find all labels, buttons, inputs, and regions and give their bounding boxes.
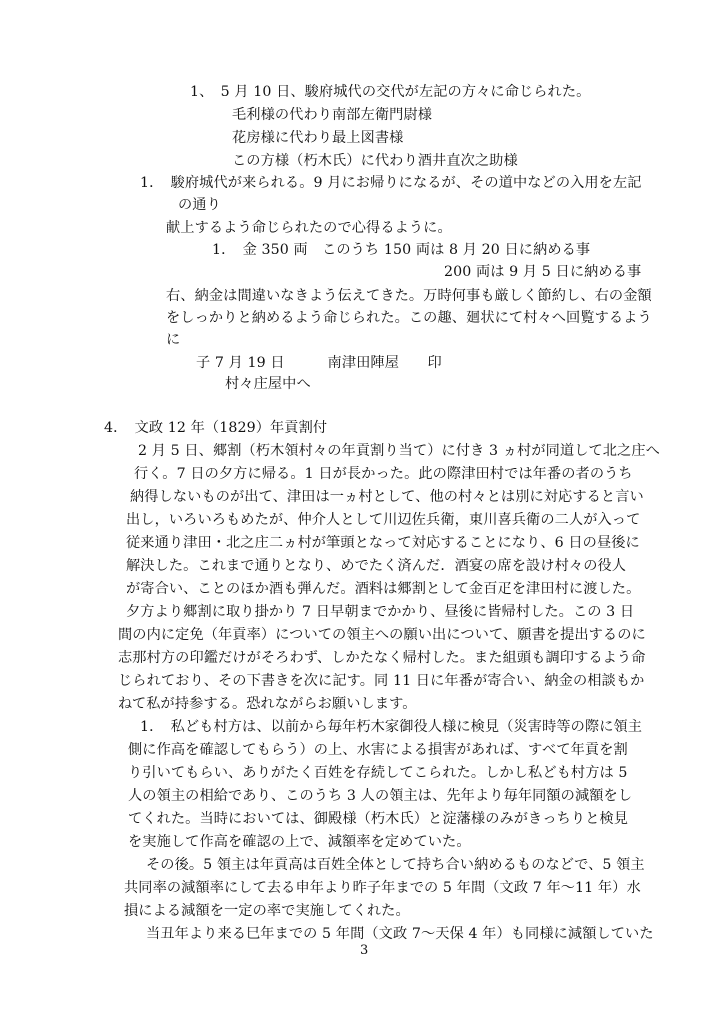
text-line: 従来通り津田・北之庄二ヵ村が筆頭となって対応することになり、6 日の昼後に: [126, 535, 640, 551]
text-line: 間の内に定免（年貢率）についての領主への願い出について、願書を提出するのに: [118, 627, 646, 643]
section-heading: 4． 文政 12 年（1829）年貢割付: [104, 420, 328, 436]
text-line: 夕方より郷割に取り掛かり 7 日早朝までかかり、昼後に皆帰村した。この 3 日: [126, 604, 635, 620]
text-line: その後。5 領主は年貢高は百姓全体として持ち合い納めるものなどで、5 領主: [146, 857, 645, 873]
text-line: 花房様に代わり最上図書様: [232, 130, 404, 146]
text-line: 右、納金は間違いなきよう伝えてきた。万時何事も厳しく節約し、右の金額: [166, 288, 652, 304]
text-line: 人の領主の相給であり、このうち 3 人の領主は、先年より毎年同額の減額をし: [128, 788, 633, 804]
text-line: を実施して作高を確認の上で、減額率を定めていた。: [128, 834, 471, 850]
text-line: 200 両は 9 月 5 日に納める事: [444, 264, 642, 280]
text-line: 行く。7 日の夕方に帰る。1 日が長かった。此の際津田村では年番の者のうち: [134, 466, 633, 482]
text-line: てくれた。当時においては、御殿様（朽木氏）と淀藩様のみがきっちりと検見: [128, 811, 629, 827]
text-line: 当丑年より来る巳年までの 5 年間（文政 7～天保 4 年）も同様に減額していた: [146, 926, 654, 942]
text-line: じられており、その下書きを次に記す。同 11 日に年番が寄合い、納金の相談もか: [118, 673, 645, 689]
text-line: 献上するよう命じられたので心得るように。: [166, 220, 452, 236]
text-line: 出し，いろいろもめたが、仲介人として川辺佐兵衛，東川喜兵衛の二人が入って: [126, 512, 641, 528]
text-line: この方様（朽木氏）に代わり酒井直次之助様: [232, 153, 518, 169]
text-line: 解決した。これまで通りとなり、めでたく済んだ．酒宴の席を設け村々の役人: [126, 558, 627, 574]
text-line: 子 7 月 19 日 南津田陣屋 印: [196, 355, 442, 371]
text-line: 2 月 5 日、郷割（朽木領村々の年貢割り当て）に付き 3 ヵ村が同道して北之庄へ: [138, 443, 660, 459]
text-line: をしっかりと納めるよう命じられた。この趣、廻状にて村々へ回覧するよう: [166, 310, 652, 326]
text-line: 村々庄屋中へ: [225, 376, 311, 392]
text-line: 納得しないものが出て、津田は一ヵ村として、他の村々とは別に対応すると言い: [130, 489, 644, 505]
text-line: 1、 5 月 10 日、駿府城代の交代が左記の方々に命じられた。: [190, 84, 591, 100]
text-line: 1． 私ども村方は、以前から毎年朽木家御役人様に検見（災害時等の際に領主: [140, 719, 643, 735]
text-line: の通り: [178, 197, 221, 213]
text-line: 1． 駿府城代が来られる。9 月にお帰りになるが、その道中などの入用を左記: [140, 175, 642, 191]
text-line: 共同率の減額率にして去る申年より昨子年までの 5 年間（文政 7 年～11 年）水: [124, 880, 641, 896]
text-line: 1． 金 350 両 このうち 150 両は 8 月 20 日に納める事: [212, 242, 591, 258]
text-line: が寄合い、ことのほか酒も弾んだ。酒料は郷割として金百疋を津田村に渡した。: [126, 581, 641, 597]
text-line: 毛利様の代わり南部左衛門尉様: [232, 107, 433, 123]
text-line: 損による減額を一定の率で実施してくれた。: [124, 903, 410, 919]
page-number: 3: [360, 943, 369, 958]
text-line: 側に作高を確認してもらう）の上、水害による損害があれば、すべて年貢を割: [128, 742, 628, 758]
text-line: 志那村方の印鑑だけがそろわず、しかたなく帰村した。また組頭も調印するよう命: [118, 650, 646, 666]
text-line: に: [166, 332, 181, 348]
text-line: り引いてもらい、ありがたく百姓を存続してこられた。しかし私ども村方は 5: [128, 765, 628, 781]
text-line: ねて私が持参する。恐れながらお願いします。: [118, 696, 417, 712]
